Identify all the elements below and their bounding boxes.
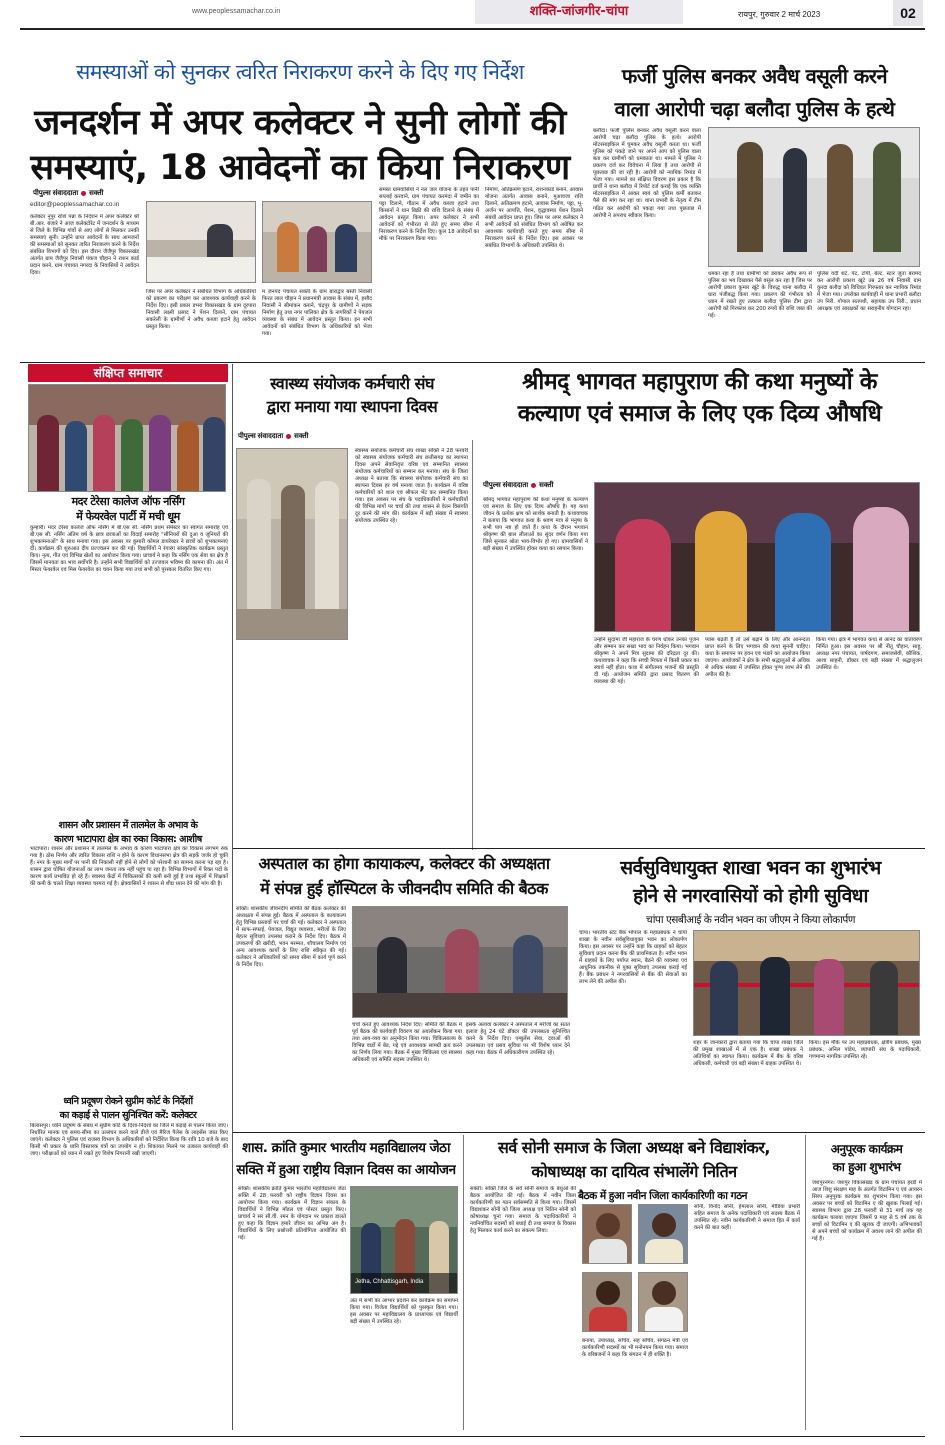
footer-rule [20,1436,925,1437]
a3-headline-2: द्वारा मनाया गया स्थापना दिवस [266,397,438,416]
a2-col-3: धमका रहा है तथा ग्रामीणों को डराकर अवैध रूप से पुलिस का भय दिखाकर पैसे वसूल कर रहा है जिस पर आरोपी प्रकाश कुमार खूंटे के विरुद्ध थाना बलौदा में धारा पंजीबद्ध किया गया। प्रकरण की गंभीरता को ध्यान में रखते हुए तत्काल बलौदा पुलिस टीम द्वारा आरोपी को गिरफ्तार कर 200 रुपये की राशि जब्त की गई। [708,271,812,320]
brief-header: संक्षिप्त समाचार [93,366,163,380]
a5-headline-2: में संपन्न हुई हॉस्पिटल के जीवनदीप समिति की बैठक [260,879,548,898]
brief-3-headline-2: का कड़ाई से पालन सुनिश्चित करें: कलेक्टर [59,1110,197,1121]
brief-2-text: भाटापारा। शासन और प्रशासन में तालमेल के अभाव के कारण भाटापारा क्षेत्र का विकास लगभग रुक गया है। ठोस निर्णय और त्वरित विकास राशि न होने के कारण विधानसभा क्षेत्र की सड़कें जर्जर हो चुकी हैं। नगर के मुख्य मार्गों पर पानी की निकासी नहीं होने से लोगों को परेशानी का सामना करना पड़ रहा है। शासन द्वारा घोषित योजनाओं का लाभ जनता तक नहीं पहुंच पा रहा है। विभिन्न विभागों में रिक्त पदों के कारण कार्य प्रभावित हो रहे हैं। स्वास्थ्य केंद्रों में चिकित्सकों की कमी बनी हुई है तथा स्कूलों में शिक्षकों की कमी के चलते शिक्षा व्यवस्था चरमरा गई है। क्षेत्रवासियों ने शासन से शीघ्र ध्यान देने की मांग की है। [30,846,228,888]
a1-col-1: कलेक्टर नूपुर राशि पन्ना के निर्देशन में अपर कलेक्टर श्री बी.आर. बंजारे ने आज कलेक्टोरेट में जनदर्शन के माध्यम से जिले के विभिन्न गांवों से आए लोगों से मिलकर उनकी समस्याएं सुनी। उन्होंने प्राप्त आवेदनों के साथ आमजनों की समस्याओं को सुनकर त्वरित निराकरण करने के निर्देश संबंधित विभागों को दिए। इस दौरान जैजैपुर विकासखंड अंतर्गत ग्राम जैजैपुर निवासी पंकज चौहान ने राशन कार्ड प्रदान करने, ग्राम पंचायत नगरदा के निवासियों ने आवेदन दिया। [30,214,139,277]
row-rule-3 [233,1132,925,1133]
a4-photo [594,482,920,632]
website-url[interactable]: www.peoplessamachar.co.in [192,8,281,15]
a8-portrait-4 [638,1272,688,1332]
a6-col-2: शहर के जानकारों द्वारा बताया गया कि चांपा शाखा जिले की प्रमुख शाखाओं में से एक है। शाखा प्रबंधक ने अतिथियों का स्वागत किया। कार्यक्रम में बैंक के वरिष्ठ अधिकारी, कर्मचारी एवं बड़ी संख्या में ग्राहक उपस्थित थे। [693,1040,803,1068]
a7-headline-2: सक्ति में हुआ राष्ट्रीय विज्ञान दिवस का आयोजन [236,1162,456,1178]
brief-3-headline-1: ध्वनि प्रदूषण रोकने सुप्रीम कोर्ट के निर्देशों [63,1096,193,1107]
a7-headline-1: शास. क्रांति कुमार भारतीय महाविद्यालय जेठा [241,1140,451,1156]
a1-photo-1 [146,201,256,283]
a3-col-1: स्वास्थ्य संयोजक कर्मचारी संघ शाखा सक्ति ने 28 फरवरी को स्वास्थ्य संयोजक कर्मचारी संघ छत्तीसगढ़ का स्थापना दिवस अपने सेवानिवृत्त वरिष्ठ एवं सम्मानित स्वास्थ्य संयोजक कर्मचारियों का सम्मान कर मनाया। संघ के जिला अध्यक्ष ने बताया कि स्वास्थ्य संयोजक कर्मचारी संघ का स्थापना दिवस हर वर्ष मनाया जाता है। कार्यक्रम में वरिष्ठ कर्मचारियों को शाल एवं श्रीफल भेंट कर सम्मानित किया गया। इस अवसर पर संघ के पदाधिकारियों ने कर्मचारियों की विभिन्न मांगों पर चर्चा की तथा शासन से वेतन विसंगति दूर करने की मांग की। कार्यक्रम में बड़ी संख्या में स्वास्थ्य संयोजक उपस्थित रहे। [355,448,468,525]
a2-headline-1: फर्जी पुलिस बनकर अवैध वसूली करने [621,64,888,88]
a1-byline [33,189,103,198]
a3-byline-place: सक्ती [294,433,309,440]
brief-photo [28,384,226,492]
a2-headline-2: वाला आरोपी चढ़ा बलौदा पुलिस के हत्थे [614,97,895,121]
a5-col-3: इसके अलावा कलेक्टर ने अस्पताल में मरीजों का सतत इलाज हेतु 24 घंटे डॉक्टर की उपलब्धता सुनिश्चित करने के निर्देश दिए। एम्बुलेंस सेवा, दवाओं की उपलब्धता एवं प्रसव सुविधा पर भी विशेष ध्यान देने कहा गया। बैठक में अधिकारीगण उपस्थित रहे। [466,1022,570,1057]
a1-col-4: समस्त ग्रामवासियों ने नल जल योजना के तहत पानी सप्लाई करवाने, ग्राम पंचायत करमंदा में जमीन का पट्टा दिलाने, गौठान में अवैध कब्जा हटाने तथा किसानों ने धान बिक्री की राशि दिलाने के संबंध में आवेदन प्रस्तुत किया। अपर कलेक्टर ने सभी आवेदनों को गंभीरता से लेते हुए समय सीमा में निराकरण करने के निर्देश दिए। कुल 18 आवेदनों का मौके पर निराकरण किया गया। [379,187,479,243]
a4-byline-name: पीपुल्स संवाददाता [483,482,529,489]
a7-col-2: अंत में सभी का आभार प्रदर्शन कर कार्यक्रम का समापन किया गया। विजेता विद्यार्थियों को पुरस्कृत किया गया। इस अवसर पर महाविद्यालय के प्राध्यापक एवं विद्यार्थी बड़ी संख्या में उपस्थित रहे। [350,1298,458,1326]
a7-photo-caption: Jetha, Chhattisgarh, India [355,1279,424,1285]
header-rule [20,28,925,30]
a8-headline-2: कोषाध्यक्ष का दायित्व संभालेंगे नितिन [531,1162,737,1181]
a4-column-rule [472,440,473,850]
a3-byline [238,432,308,441]
a7-photo [350,1186,458,1294]
a4-byline-place: सक्ती [539,482,554,489]
a1-byline-place: सक्ती [89,190,104,197]
a5-col-1: सक्ति। शासकीय जीवनदीप समिति की बैठक कलेक्टर की अध्यक्षता में संपन्न हुई। बैठक में अस्पताल के कायाकल्प हेतु विभिन्न प्रस्तावों पर चर्चा की गई। कलेक्टर ने अस्पताल में साफ-सफाई, पेयजल, विद्युत व्यवस्था, मरीजों के लिए बेहतर सुविधाएं उपलब्ध कराने के निर्देश दिए। बैठक में उपकरणों की खरीदी, भवन मरम्मत, शौचालय निर्माण एवं अन्य आवश्यक कार्यों के लिए राशि स्वीकृत की गई। कलेक्टर ने अधिकारियों को समय सीमा में कार्य पूर्ण करने के निर्देश दिए। [236,906,346,969]
brief-1-headline-2: में फेयरवेल पार्टी में मची धूम [76,510,180,523]
a1-kicker: समस्याओं को सुनकर त्वरित निराकरण करने के दिए गए निर्देश [76,60,524,84]
a6-photo [693,930,920,1036]
a4-col-3: प्यास बढ़ती है तो उसे बढ़ाने के लिए और आनन्दता प्राप्त करने के लिए भगवान की कथा सुननी चाहिए। कथा के समापन पर हवन एवं भंडारे का आयोजन किया जाएगा। आयोजकों ने क्षेत्र के सभी श्रद्धालुओं से अधिक से अधिक संख्या में उपस्थित होकर पुण्य लाभ लेने की अपील की है। [705,637,810,679]
a3-byline-name: पीपुल्स संवाददाता [238,433,284,440]
a5-col-2: चर्चा करते हुए आवश्यक निर्देश दिए। समिति की बैठक में पूर्व बैठक की कार्यवाही विवरण का अवलोकन किया गया तथा आय-व्यय का अनुमोदन किया गया। चिकित्सालय के विभिन्न वार्डों में बेड, गद्दे एवं आवश्यक सामग्री क्रय करने का निर्णय लिया गया। बैठक में मुख्य चिकित्सा एवं स्वास्थ्य अधिकारी एवं समिति सदस्य उपस्थित थे। [352,1022,462,1064]
a9-headline-1: अनुपूरक कार्यक्रम [830,1142,903,1156]
a1-byline-name: पीपुल्स संवाददाता [33,190,79,197]
a6-col-1: चांपा। भारतीय स्टेट बैंक भोपाल के महाप्रबंधक ने चांपा शाखा के नवीन सर्वसुविधायुक्त भवन का लोकार्पण किया। इस अवसर पर उन्होंने कहा कि ग्राहकों को बेहतर सुविधाएं प्रदान करना बैंक की प्राथमिकता है। नवीन भवन में ग्राहकों के लिए पर्याप्त स्थान, बैठने की व्यवस्था एवं आधुनिक तकनीक से युक्त सुविधाएं उपलब्ध कराई गई हैं। बैंक प्रबंधन ने नगरवासियों से बैंक की सेवाओं का लाभ लेने की अपील की। [579,930,687,986]
a8-portrait-1 [582,1204,632,1264]
a2-col-1 [593,128,701,356]
a4-col-1: श्रीमद् भागवत महापुराण की कथा मनुष्यों के कल्याण एवं समाज के लिए एक दिव्य औषधि है। यह कथा जीवन के प्रत्येक क्षण को सार्थक बनाती है। कथावाचक ने बताया कि भागवत कथा के श्रवण मात्र से मनुष्य के सभी पाप नष्ट हो जाते हैं। कथा के दौरान भगवान श्रीकृष्ण की बाल लीलाओं का सुंदर वर्णन किया गया जिसे सुनकर श्रोता भाव-विभोर हो गए। ग्रामवासियों ने बड़ी संख्या में उपस्थित होकर कथा का रसपान किया। [483,497,588,553]
a1-photo-2 [262,201,372,283]
brief-1-text: कुम्हारी। मदर टेरेसा कालेज ऑफ नर्सिंग में बी.एस सी. नर्सिंग प्रथम सेमेस्टर का स्वागत समारोह एवं बी.एस सी. नर्सिंग अंतिम वर्ष के छात्र छात्राओं का विदाई समारोह "सीनियरों की दुआ व जूनियरों की शुभकामनाओं" के साथ मनाया गया। इस अवसर पर कुमारी कोमल डायरेक्टर ने छात्रों को शुभकामनाएं दीं। कार्यक्रम की शुरुआत दीप प्रज्ज्वलन कर की गई। विद्यार्थियों ने रंगारंग सांस्कृतिक कार्यक्रम प्रस्तुत किए। नृत्य, गीत एवं विभिन्न खेलों का आयोजन किया गया। प्राचार्य ने कहा कि नर्सिंग एक सेवा का क्षेत्र है जिसमें मानवता का भाव सर्वोपरि है। उन्होंने सभी विद्यार्थियों को उज्जवल भविष्य की कामना की। अंत में मिस्टर फेयरवेल एवं मिस फेयरवेल का चयन किया गया तथा सभी को पुरस्कार वितरित किए गए। [30,525,228,574]
brief-header-bar [28,364,228,382]
a4-headline-1: श्रीमद् भागवत महापुराण की कथा मनुष्यों के [522,369,877,395]
a6-subheadline: चांपा एसबीआई के नवीन भवन का जीएम ने किया लोकार्पण [646,914,855,926]
a4-byline [483,481,553,490]
a2-col-1-p2: आरोपी को न्यायिक रिमांड में भेजा गया। मामले का संक्षिप्त विवरण इस प्रकार है कि प्रार्थी ने थाना बलौदा में रिपोर्ट दर्ज कराई कि एक व्यक्ति मोटरसाइकिल में आकर स्वयं को पुलिस कर्मी बताकर पैसे की मांग कर रहा था। थाना प्रभारी के नेतृत्व में टीम गठित कर आरोपी को पकड़ा गया तथा पूछताछ में आरोपी ने अपराध स्वीकार किया। [593,170,701,219]
a1-headline-1: जनदर्शन में अपर कलेक्टर ने सुनी लोगों की [34,103,566,143]
a7-column-rule [463,1135,464,1430]
a8-portrait-2 [638,1204,688,1264]
brief-3-text: बिलासपुर। ध्वनि प्रदूषण के संबंध में सुप्रीम कोर्ट के दिशा-निर्देशों का जिले में कड़ाई से पालन किया जाए। निर्धारित मानक एवं समय-सीमा का उल्लंघन करने वाले डीजे एवं मैरिज पैलेस के लाइसेंस जब्त किए जाएंगे। कलेक्टर ने पुलिस एवं राजस्व विभाग के अधिकारियों को निर्देशित किया कि रात्रि 10 बजे के बाद किसी भी प्रकार के ध्वनि विस्तारक यंत्रों का उपयोग न हो। शिकायत मिलने पर तत्काल कार्यवाही की जाए। परीक्षाओं को ध्यान में रखते हुए विशेष निगरानी रखी जाएगी। [30,1123,228,1158]
a2-col-4: पुलिस वर्दी शर्ट, पेंट, टोपी, बेल्ट, स्टार जूता बरामद कर आरोपी प्रकाश खूंटे उम्र 26 वर्ष निवासी ग्राम कुरदा बलौदा को विधिवत गिरफ्तार कर न्यायिक रिमांड में भेजा गया। उपरोक्त कार्यवाही में थाना प्रभारी बलौदा उप निरी. गोपाल सतपथी, सहायक उप निरी., प्रधान आरक्षक एवं आरक्षकों का सराहनीय योगदान रहा। [817,271,921,313]
brief-2-headline-2: कारण भाटापारा क्षेत्र का रुका विकास: आशीष [54,834,202,845]
a9-headline-2: का हुआ शुभारंभ [832,1160,901,1174]
a9-text: जशपुरनगर। जशपुर विकासखंड के ग्राम पंचायत हरडी में आज शिशु संरक्षण माह के अंतर्गत विटामिन ए एवं आयरन सिरप अनुपूरक कार्यक्रम का शुभारंभ किया गया। इस अवसर पर बच्चों को विटामिन ए की खुराक पिलाई गई। स्वास्थ्य विभाग द्वारा 28 फरवरी से 31 मार्च तक यह कार्यक्रम चलाया जाएगा जिसमें 9 माह से 5 वर्ष तक के बच्चों को विटामिन ए की खुराक दी जाएगी। अभिभावकों से अपने बच्चों को कार्यक्रम में अवश्य लाने की अपील की गई है। [812,1180,922,1243]
a6-headline-2: होने से नगरवासियों को होगी सुविधा [633,885,868,907]
a8-column-rule [805,1135,806,1430]
a5-photo [352,906,568,1018]
a6-headline-1: सर्वसुविधायुक्त शाखा भवन का शुभारंभ [620,857,881,879]
brief-1-headline-1: मदर टेरेसा कालेज ऑफ नर्सिंग [71,495,185,508]
page-number: 02 [893,0,923,26]
a8-col-2: बनाया, उपाध्यक्ष, सचिव, सह सचिव, संगठन मंत्री एवं कार्यकारिणी सदस्यों का भी मनोनयन किया गया। समाज के वरिष्ठजनों ने कहा कि संगठन में ही शक्ति है। [582,1338,688,1359]
a3-photo [236,448,348,640]
a1-col-2: जिस पर अपर कलेक्टर ने संबंधित विभाग के अधिकारियों को प्रकरण का परीक्षण कर आवश्यक कार्यवाही करने के निर्देश दिए। इसी प्रकार डभरा विकासखंड के ग्राम दूरपारा निवासी लक्ष्मी प्रसाद ने पेंशन दिलाने, ग्राम पंचायत सकरेली के ग्रामीणों ने अवैध कब्जा हटाने हेतु आवेदन प्रस्तुत किया। [146,289,256,331]
a6-col-3: किया। इस मौके पर उप महाप्रबंधक, क्षेत्रीय प्रबंधक, मुख्य प्रबंधक, अनिल पांडेय, व्यापारी संघ के पदाधिकारी, गणमान्य नागरिक उपस्थित रहे। [809,1040,921,1061]
a1-col-5: निर्माण, अतिक्रमण हटाने, राशनकार्ड बनाने, आवास योजना अंतर्गत आवास बनाने, मुआवजा राशि दिलाने, अतिक्रमण हटाने, आवास निर्माण, पट्टा, भू-अर्जन पर आपत्ति, पेंशन, वृद्धावस्था पेंशन दिलाने संबंधी आवेदन प्राप्त हुए। जिस पर अपर कलेक्टर ने सभी आवेदनों को संबंधित विभाग को अग्रेषित कर आवश्यक कार्यवाही करते हुए समय सीमा में निराकरण करने के निर्देश दिए। इस अवसर पर संबंधित विभागों के अधिकारी उपस्थित थे। [485,187,583,250]
a3-col-1b [236,648,348,840]
a8-subheadline: बैठक में हुआ नवीन जिला कार्यकारिणी का गठन [578,1190,747,1202]
a1-headline-2: समस्याएं, 18 आवेदनों का किया निराकरण [30,148,570,188]
a4-headline-2: कल्याण एवं समाज के लिए एक दिव्य औषधि [517,401,882,427]
a8-portrait-3 [582,1272,632,1332]
a2-col-1-p1: बलौदा। फर्जी पुलिस बनकर अवैध वसूली करने वाला आरोपी चढ़ा बलौदा पुलिस के हत्थे। आरोपी मोटरसाइकिल में घूमकर अवैध वसूली करता था। फर्जी पुलिस को पकड़े जाने पर अपने आप को पुलिस वाला बता कर ग्रामीणों को धमकाता था। मामले में पुलिस ने प्रकरण दर्ज कर विवेचना में लिया है तथा आरोपी से पूछताछ की जा रही है। [593,128,701,177]
dateline: रायपुर, गुरुवार 2 मार्च 2023 [738,10,821,19]
a4-col-4: किया गया। क्षेत्र में भागवत कथा से आनंद का वातावरण निर्मित हुआ। इस अवसर पर श्री नीतू चौहान, साहू, अध्यक्ष नगर पंचायत, पार्षदगण, समाजसेवी, कौशिक, आशा साहनी, डॉक्टर एवं बड़ी संख्या में श्रद्धालुजन उपस्थित थे। [816,637,922,672]
brief-2-headline-1: शासन और प्रशासन में तालमेल के अभाव के [58,820,198,831]
a4-col-2: उन्होंने सुदामा जी महाराज के चरण धोकर उनका पूजन और सम्मान कर सखा भाव का निर्वहन किया। भगवान श्रीकृष्ण ने अपने मित्र सुदामा की दरिद्रता दूर की। कथावाचक ने कहा कि सच्ची मित्रता में किसी प्रकार का स्वार्थ नहीं होता। कथा में संगीतमय भजनों की प्रस्तुति दी गई। आयोजन समिति द्वारा प्रसाद वितरण की व्यवस्था की गई। [594,637,699,686]
a8-col-1: सक्ती। सक्ति जिले के सर्व सोनी समाज के बंधुओं की बैठक आयोजित की गई। बैठक में नवीन जिला कार्यकारिणी का गठन सर्वसम्मति से किया गया। जिसमें विद्याशंकर सोनी को जिला अध्यक्ष एवं नितिन सोनी को कोषाध्यक्ष चुना गया। समाज के पदाधिकारियों ने नवनिर्वाचित सदस्यों को बधाई दी तथा समाज के विकास हेतु मिलकर कार्य करने का संकल्प लिया। [470,1186,576,1235]
row-rule-1 [20,362,925,363]
section-title: शक्ति-जांजगीर-चांपा [529,4,629,19]
a8-col-3: सोनी, विनोद सोनी, हेमलाल सोनी, मीडिया प्रभारी सहित समाज के अनेक पदाधिकारी एवं सदस्य बैठक में उपस्थित रहे। नवीन कार्यकारिणी ने समाज हित में कार्य करने की बात कही। [694,1204,800,1232]
a5-headline-1: अस्पताल का होगा कायाकल्प, कलेक्टर की अध्यक्षता [258,854,550,873]
a1-col-3: म जनपद पंचायत सक्ती के ग्राम बाराद्वार बस्ती निवासी फिरत लाल चौहान ने प्रधानमंत्री आवास के संबंध में, हसौद निवासी ने सीमांकन कराने, चंद्रपुर के ग्रामीणों ने सड़क निर्माण हेतु तथा नगर पालिका क्षेत्र के नागरिकों ने पेयजल व्यवस्था के संबंध में आवेदन प्रस्तुत किया। इन सभी आवेदनों को संबंधित विभाग के अधिकारियों को भेजा गया। [262,289,372,338]
a2-photo [708,127,920,267]
a1-email[interactable]: editor@peoplessamachar.co.in [30,201,120,208]
row-rule-2 [233,848,925,849]
column-rule [232,364,233,1430]
a3-headline-1: स्वास्थ्य संयोजक कर्मचारी संघ [270,374,434,393]
section-banner [475,0,683,24]
a7-col-1: सक्ति। शासकीय क्रांति कुमार भारतीय महाविद्यालय जेठा सक्ति में 28 फरवरी को राष्ट्रीय विज्ञान दिवस का आयोजन किया गया। कार्यक्रम में विज्ञान संकाय के विद्यार्थियों ने विभिन्न मॉडल एवं पोस्टर प्रस्तुत किए। प्राचार्य ने सर सी.वी. रमन के योगदान पर प्रकाश डालते हुए कहा कि विज्ञान हमारे जीवन का अभिन्न अंग है। विद्यार्थियों के लिए प्रश्नोत्तरी प्रतियोगिता आयोजित की गई। [238,1186,346,1242]
a8-headline-1: सर्व सोनी समाज के जिला अध्यक्ष बने विद्याशंकर, [498,1138,770,1157]
